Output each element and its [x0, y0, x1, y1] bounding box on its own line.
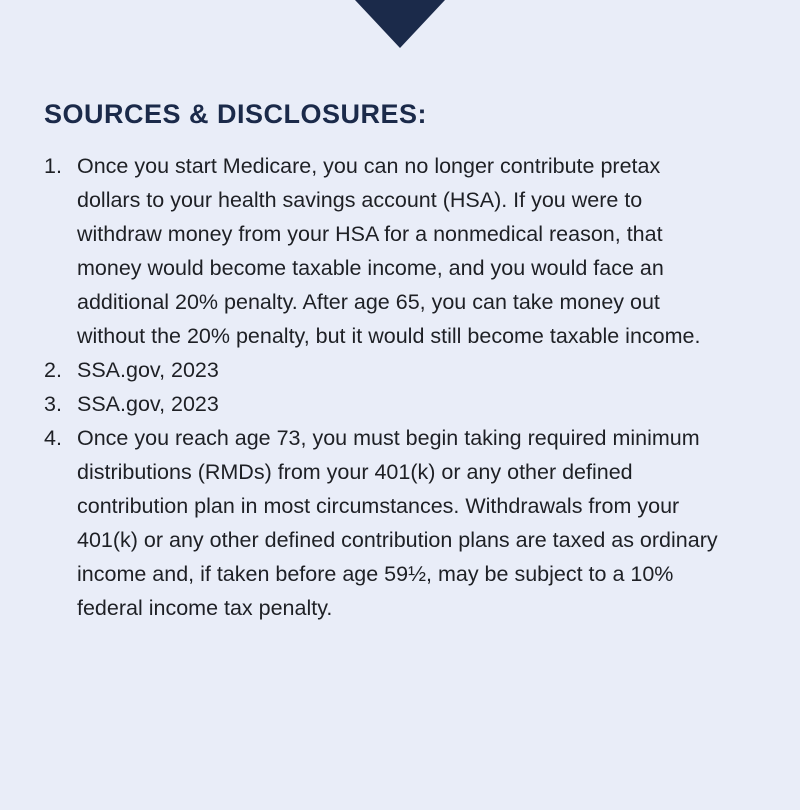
list-item-number: 3.	[44, 391, 62, 416]
list-item-text: Once you reach age 73, you must begin taking required minimum distributions (RMDs) from your 401(k) or any other defined contribution plan in most circumstances. Withdrawals from your 401(k) or any other defined contribution plans are taxed as ordinary income and, if taken before age 59½, may be subject to a 10% federal income tax penalty.	[77, 425, 718, 620]
list-item-number: 2.	[44, 357, 62, 382]
list-item	[44, 387, 756, 421]
content-area	[44, 100, 756, 625]
list-item	[44, 353, 756, 387]
list-item-number: 1.	[44, 153, 62, 178]
list-item-text: SSA.gov, 2023	[77, 357, 219, 382]
section-title: SOURCES & DISCLOSURES:	[44, 99, 428, 129]
list-item-number: 4.	[44, 425, 62, 450]
disclosures-list	[44, 149, 756, 625]
down-arrow-icon	[355, 0, 445, 48]
list-item-text: SSA.gov, 2023	[77, 391, 219, 416]
list-item	[44, 149, 756, 353]
list-item	[44, 421, 756, 625]
list-item-text: Once you start Medicare, you can no longer contribute pretax dollars to your health savings account (HSA). If you were to withdraw money from your HSA for a nonmedical reason, that money would become taxable income, and you would face an additional 20% penalty. After age 65, you can take money out without the 20% penalty, but it would still become taxable income.	[77, 153, 701, 348]
